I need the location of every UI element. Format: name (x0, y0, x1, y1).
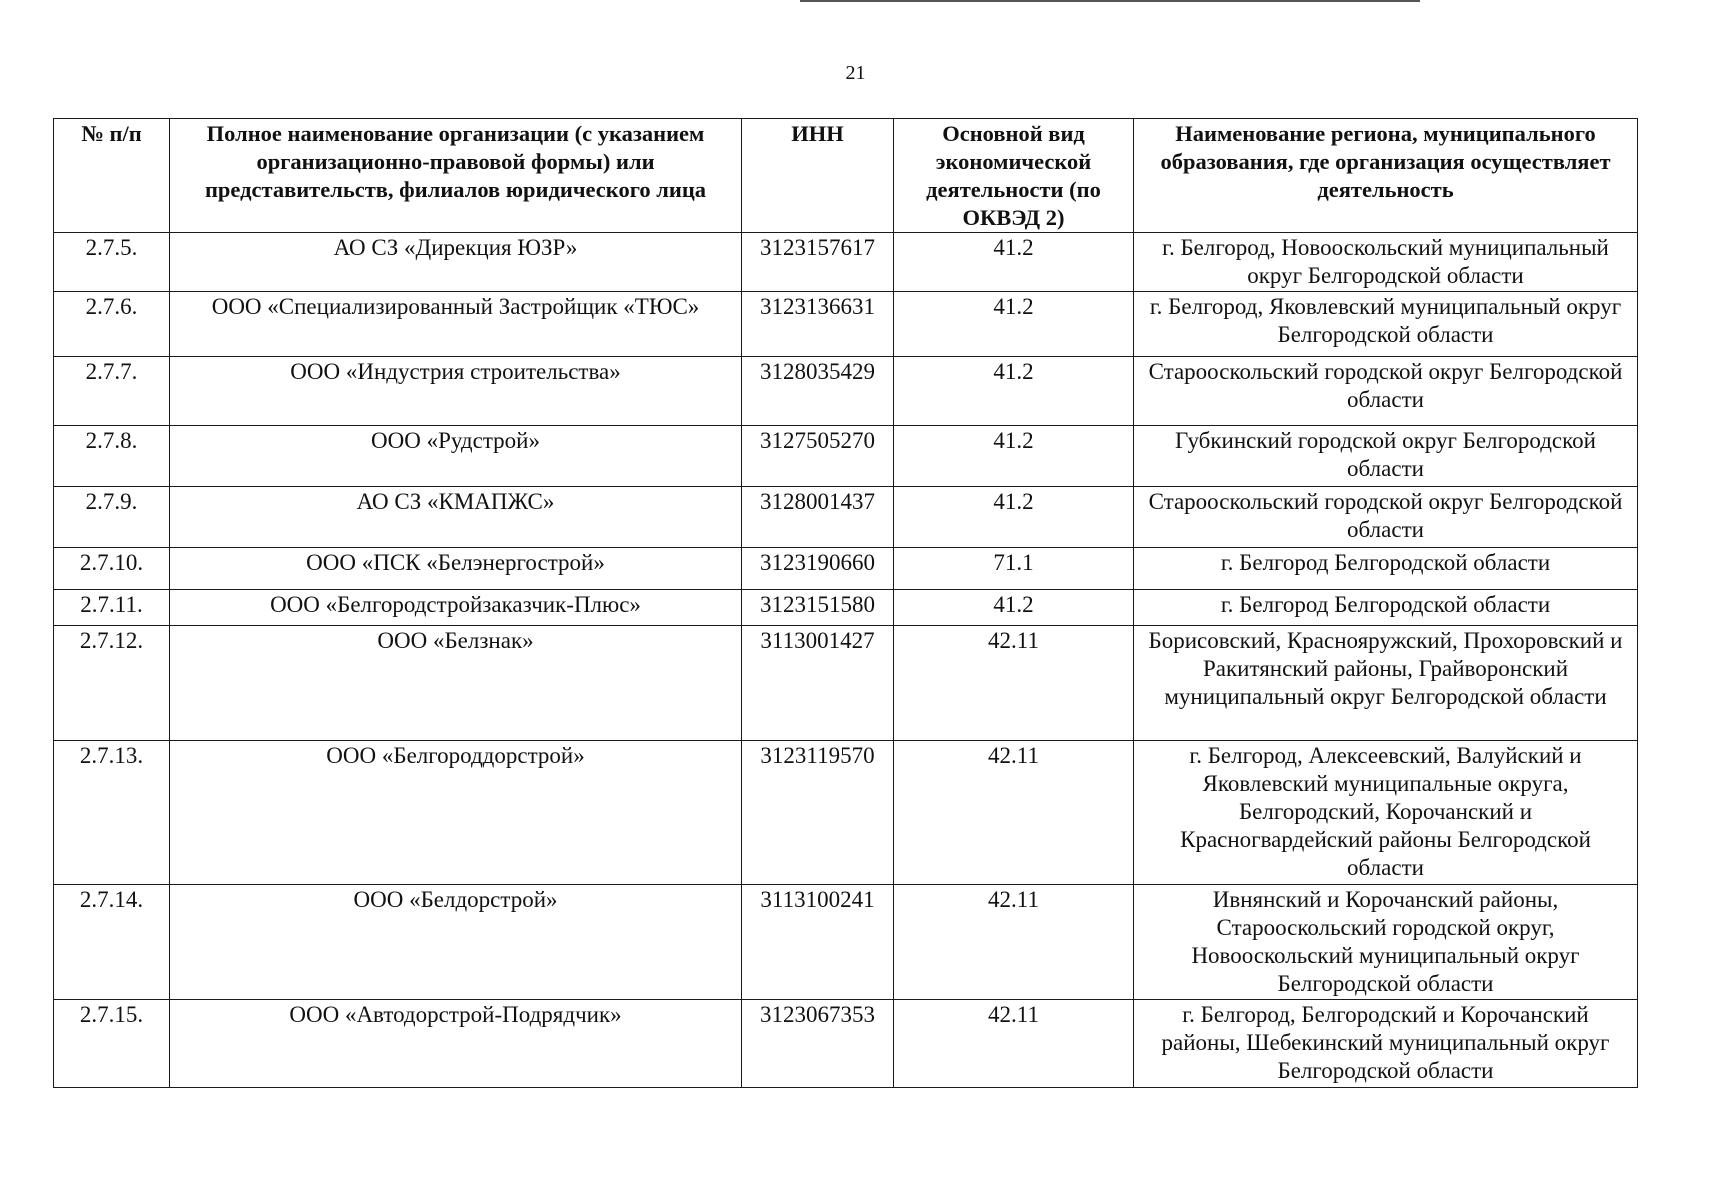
header-okved: Основной вид экономической деятельности (по ОКВЭД 2) (894, 119, 1134, 233)
table-row (54, 292, 1638, 357)
table-row (54, 626, 1638, 741)
cell-okved: 41.2 (894, 357, 1134, 426)
cell-okved: 42.11 (894, 741, 1134, 885)
cell-num: 2.7.12. (54, 626, 170, 741)
cell-inn: 3113100241 (742, 885, 894, 1000)
cell-region: Старооскольский городской округ Белгородской области (1134, 357, 1638, 426)
table-row (54, 1000, 1638, 1088)
cell-region: г. Белгород, Алексеевский, Валуйский и Яковлевский муниципальные округа, Белгородский, Корочанский и Красногвардейский районы Белгородской области (1134, 741, 1638, 885)
header-inn: ИНН (742, 119, 894, 233)
cell-region: г. Белгород, Новооскольский муниципальный округ Белгородской области (1134, 233, 1638, 292)
cell-inn: 3123136631 (742, 292, 894, 357)
cell-region: Старооскольский городской округ Белгородской области (1134, 487, 1638, 548)
cell-inn: 3123067353 (742, 1000, 894, 1088)
cell-region: Губкинский городской округ Белгородской области (1134, 426, 1638, 487)
header-region: Наименование региона, муниципального образования, где организация осуществляет деятельность (1134, 119, 1638, 233)
cell-inn: 3123190660 (742, 548, 894, 590)
cell-okved: 42.11 (894, 1000, 1134, 1088)
cell-org-name: ООО «Белдорстрой» (170, 885, 742, 1000)
table-row (54, 741, 1638, 885)
cell-inn: 3123157617 (742, 233, 894, 292)
cell-inn: 3128035429 (742, 357, 894, 426)
cell-org-name: ООО «Автодорстрой-Подрядчик» (170, 1000, 742, 1088)
cell-region: г. Белгород Белгородской области (1134, 548, 1638, 590)
cell-okved: 41.2 (894, 292, 1134, 357)
cell-org-name: ООО «Белгородстройзаказчик-Плюс» (170, 590, 742, 626)
table-row (54, 590, 1638, 626)
cell-num: 2.7.5. (54, 233, 170, 292)
cell-org-name: АО СЗ «КМАПЖС» (170, 487, 742, 548)
cell-region: г. Белгород, Яковлевский муниципальный округ Белгородской области (1134, 292, 1638, 357)
cell-org-name: АО СЗ «Дирекция ЮЗР» (170, 233, 742, 292)
page-number: 21 (845, 62, 866, 84)
cell-inn: 3113001427 (742, 626, 894, 741)
cell-num: 2.7.11. (54, 590, 170, 626)
organizations-table (53, 118, 1638, 1088)
cell-org-name: ООО «Белзнак» (170, 626, 742, 741)
table-row (54, 548, 1638, 590)
cell-inn: 3127505270 (742, 426, 894, 487)
cell-okved: 71.1 (894, 548, 1134, 590)
cell-okved: 42.11 (894, 885, 1134, 1000)
cell-org-name: ООО «Белгороддорстрой» (170, 741, 742, 885)
cell-region: г. Белгород, Белгородский и Корочанский районы, Шебекинский муниципальный округ Белгородской области (1134, 1000, 1638, 1088)
cell-okved: 42.11 (894, 626, 1134, 741)
table-row (54, 487, 1638, 548)
header-org-name: Полное наименование организации (с указанием организационно-правовой формы) или представительств, филиалов юридического лица (170, 119, 742, 233)
cell-inn: 3123119570 (742, 741, 894, 885)
cell-okved: 41.2 (894, 426, 1134, 487)
cell-num: 2.7.14. (54, 885, 170, 1000)
cell-num: 2.7.7. (54, 357, 170, 426)
cell-okved: 41.2 (894, 233, 1134, 292)
table-row (54, 426, 1638, 487)
cell-num: 2.7.10. (54, 548, 170, 590)
table-header-row (54, 119, 1638, 233)
cell-org-name: ООО «Рудстрой» (170, 426, 742, 487)
cell-region: г. Белгород Белгородской области (1134, 590, 1638, 626)
cell-region: Ивнянский и Корочанский районы, Старооскольский городской округ, Новооскольский муниципальный округ Белгородской области (1134, 885, 1638, 1000)
cell-inn: 3128001437 (742, 487, 894, 548)
table-row (54, 233, 1638, 292)
cell-num: 2.7.13. (54, 741, 170, 885)
cell-okved: 41.2 (894, 487, 1134, 548)
cell-org-name: ООО «ПСК «Белэнергострой» (170, 548, 742, 590)
cell-okved: 41.2 (894, 590, 1134, 626)
cell-org-name: ООО «Индустрия строительства» (170, 357, 742, 426)
cell-num: 2.7.8. (54, 426, 170, 487)
table-row (54, 357, 1638, 426)
top-edge-rule (800, 0, 1420, 2)
cell-region: Борисовский, Краснояружский, Прохоровский и Ракитянский районы, Грайворонский муниципальный округ Белгородской области (1134, 626, 1638, 741)
cell-num: 2.7.6. (54, 292, 170, 357)
header-num: № п/п (54, 119, 170, 233)
table-row (54, 885, 1638, 1000)
cell-org-name: ООО «Специализированный Застройщик «ТЮС» (170, 292, 742, 357)
cell-num: 2.7.9. (54, 487, 170, 548)
cell-num: 2.7.15. (54, 1000, 170, 1088)
cell-inn: 3123151580 (742, 590, 894, 626)
